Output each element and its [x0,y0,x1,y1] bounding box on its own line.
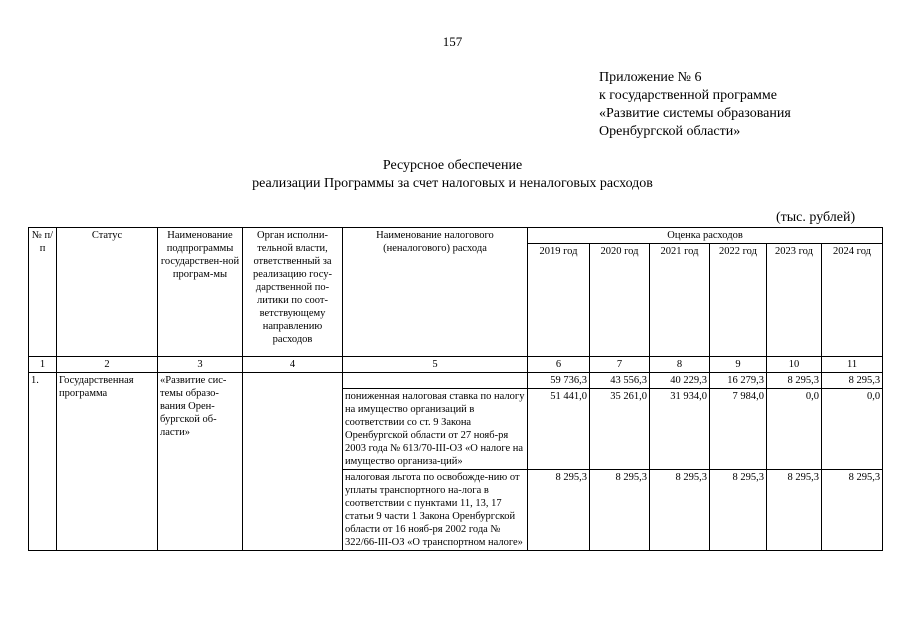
header-year: 2020 год [590,244,650,357]
resource-table [28,227,883,551]
total-value: 59 736,3 [528,373,590,389]
program-num: 1. [29,373,57,551]
expense-value: 8 295,3 [590,470,650,551]
expense-value: 0,0 [767,389,822,470]
program-authority [243,373,343,551]
header-year: 2024 год [822,244,883,357]
header-row [29,228,883,244]
expense-name: налоговая льгота по освобожде-нию от уплаты транспортного на-лога в соответствии с пунктами 11, 13, 17 статьи 9 части 1 Закона Оренбургской области от 16 нояб-ря 2002 года № 322/66-III-ОЗ «О транспортном налоге» [343,470,528,551]
header-status: Статус [57,228,158,357]
column-number: 11 [822,357,883,373]
column-number: 3 [158,357,243,373]
units-label: (тыс. рублей) [776,210,856,225]
header-year: 2023 год [767,244,822,357]
program-subprogram: «Развитие сис-темы образо-вания Орен-бургской об-ласти» [158,373,243,551]
expense-value: 31 934,0 [650,389,710,470]
total-value: 8 295,3 [822,373,883,389]
appendix-line: к государственной программе [599,88,777,103]
title-line: Ресурсное обеспечение [382,158,523,173]
header-authority: Орган исполни-тельной власти, ответственный за реализацию госу-дарственной по-литики по соот-ветствующему направлению расходов [243,228,343,357]
expense-value: 8 295,3 [767,470,822,551]
column-number: 2 [57,357,158,373]
expense-value: 35 261,0 [590,389,650,470]
total-value: 43 556,3 [590,373,650,389]
total-value: 16 279,3 [710,373,767,389]
column-number: 10 [767,357,822,373]
column-number: 1 [29,357,57,373]
header-expense-name: Наименование налогового (неналогового) расхода [343,228,528,357]
header-year: 2022 год [710,244,767,357]
header-subprogram: Наименование подпрограммы государствен-ной програм-мы [158,228,243,357]
header-estimate: Оценка расходов [528,228,883,244]
appendix-line: Оренбургской области» [599,124,741,139]
header-year: 2019 год [528,244,590,357]
page-number: 157 [442,34,463,49]
total-label-cell [343,373,528,389]
title-line: реализации Программы за счет налоговых и неналоговых расходов [252,176,653,191]
appendix-line: «Развитие системы образования [599,106,791,121]
column-number: 4 [243,357,343,373]
program-status: Государственная программа [57,373,158,551]
expense-value: 8 295,3 [528,470,590,551]
expense-value: 8 295,3 [650,470,710,551]
column-number: 9 [710,357,767,373]
total-value: 40 229,3 [650,373,710,389]
expense-value: 0,0 [822,389,883,470]
expense-name: пониженная налоговая ставка по налогу на имущество организаций в соответствии со ст. 9 Закона Оренбургской области от 27 нояб-ря 2003 года № 613/70-III-ОЗ «О налоге на имущество организа-ций» [343,389,528,470]
column-number: 6 [528,357,590,373]
expense-value: 8 295,3 [710,470,767,551]
total-value: 8 295,3 [767,373,822,389]
expense-value: 51 441,0 [528,389,590,470]
column-number: 7 [590,357,650,373]
expense-value: 8 295,3 [822,470,883,551]
document-title [0,157,905,193]
appendix-block [599,69,791,141]
column-number-row [29,357,883,373]
column-number: 8 [650,357,710,373]
expense-value: 7 984,0 [710,389,767,470]
column-number: 5 [343,357,528,373]
program-total-row [29,373,883,389]
header-num: № п/п [29,228,57,357]
header-year: 2021 год [650,244,710,357]
appendix-line: Приложение № 6 [599,70,702,85]
